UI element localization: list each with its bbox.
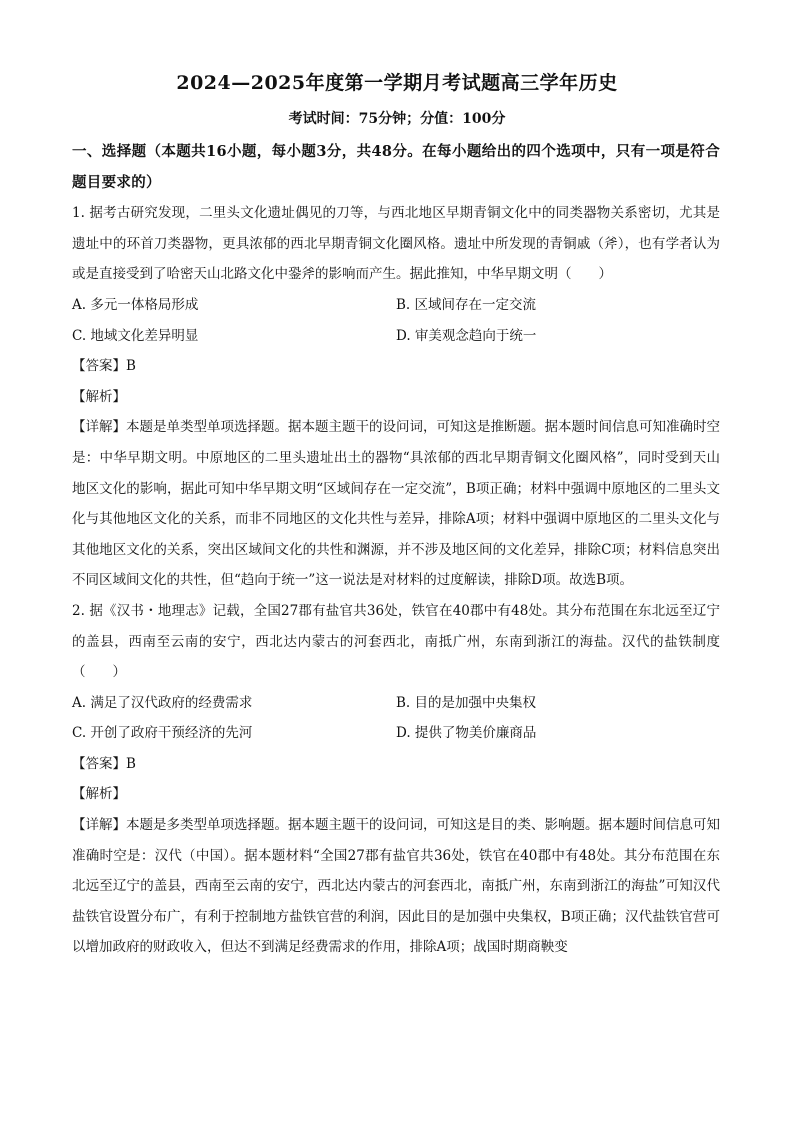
question-stem: 1. 据考古研究发现，二里头文化遗址偶见的刀等，与西北地区早期青铜文化中的同类器物关系密切，尤其是遗址中的环首刀类器物，更具浓郁的西北早期青铜文化圈风格。遗址中所发现的青铜戚（斧），也有学者认为或是直接受到了哈密天山北路文化中銎斧的影响而产生。据此推知，中华早期文明（ ） [72, 205, 720, 283]
section-heading: 一、选择题（本题共16小题，每小题3分，共48分。在每小题给出的四个选项中，只有一项是符合题目要求的） [72, 143, 720, 191]
answer-line: 【答案】B [72, 358, 136, 375]
option-b: B. 区域间存在一定交流 [396, 296, 537, 313]
detailed-explanation: 【详解】本题是单类型单项选择题。据本题主题干的设问词，可知这是推断题。据本题时间信息可知准确时空是：中华早期文明。中原地区的二里头遗址出土的器物“具浓郁的西北早期青铜文化圈风格”，同时受到天山地区文化的影响，据此可知中华早期文明“区域间存在一定交流”，B项正确；材料中强调中原地区的二里头文化与其他地区文化的关系，而非不同地区的文化共性与差异，排除A项；材料中强调中原地区的二里头文化与其他地区文化的关系，突出区域间文化的共性和渊源，并不涉及地区间的文化差异，排除C项；材料信息突出不同区域间文化的共性，但“趋向于统一”这一说法是对材料的过度解读，排除D项。故选B项。 [72, 419, 720, 589]
option-c: C. 开创了政府干预经济的先河 [72, 725, 253, 742]
option-a: A. 满足了汉代政府的经费需求 [72, 694, 253, 711]
option-row [72, 718, 720, 749]
question-stem: 2. 据《汉书・地理志》记载，全国27郡有盐官共36处，铁官在40郡中有48处。其分布范围在东北远至辽宁的盖县，西南至云南的安宁，西北达内蒙古的河套西北，南抵广州，东南到浙江的海盐。汉代的盐铁制度（ ） [72, 602, 720, 681]
option-c: C. 地域文化差异明显 [72, 327, 199, 344]
document-body [72, 137, 720, 963]
option-row [72, 290, 720, 321]
answer-line: 【答案】B [72, 755, 136, 772]
option-row [72, 321, 720, 352]
analysis-label: 【解析】 [72, 786, 126, 803]
option-row [72, 688, 720, 719]
option-a: A. 多元一体格局形成 [72, 296, 199, 313]
question-2 [72, 596, 720, 963]
analysis-label: 【解析】 [72, 388, 126, 405]
exam-info: 考试时间：75分钟；分值：100分 [288, 111, 506, 127]
option-d: D. 提供了物美价廉商品 [396, 725, 537, 742]
option-b: B. 目的是加强中央集权 [396, 694, 537, 711]
page-title: 2024—2025年度第一学期月考试题高三学年历史 [176, 72, 618, 94]
question-1 [72, 198, 720, 596]
option-d: D. 审美观念趋向于统一 [396, 327, 537, 344]
detailed-explanation: 【详解】本题是多类型单项选择题。据本题主题干的设问词，可知这是目的类、影响题。据本题时间信息可知准确时空是：汉代（中国）。据本题材料“全国27郡有盐官共36处，铁官在40郡中有48处。其分布范围在东北远至辽宁的盖县，西南至云南的安宁，西北达内蒙古的河套西北，南抵广州，东南到浙江的海盐”可知汉代盐铁官设置分布广，有利于控制地方盐铁官营的利润，因此目的是加强中央集权，B项正确；汉代盐铁官营可以增加政府的财政收入，但达不到满足经费需求的作用，排除A项；战国时期商鞅变 [72, 817, 720, 956]
